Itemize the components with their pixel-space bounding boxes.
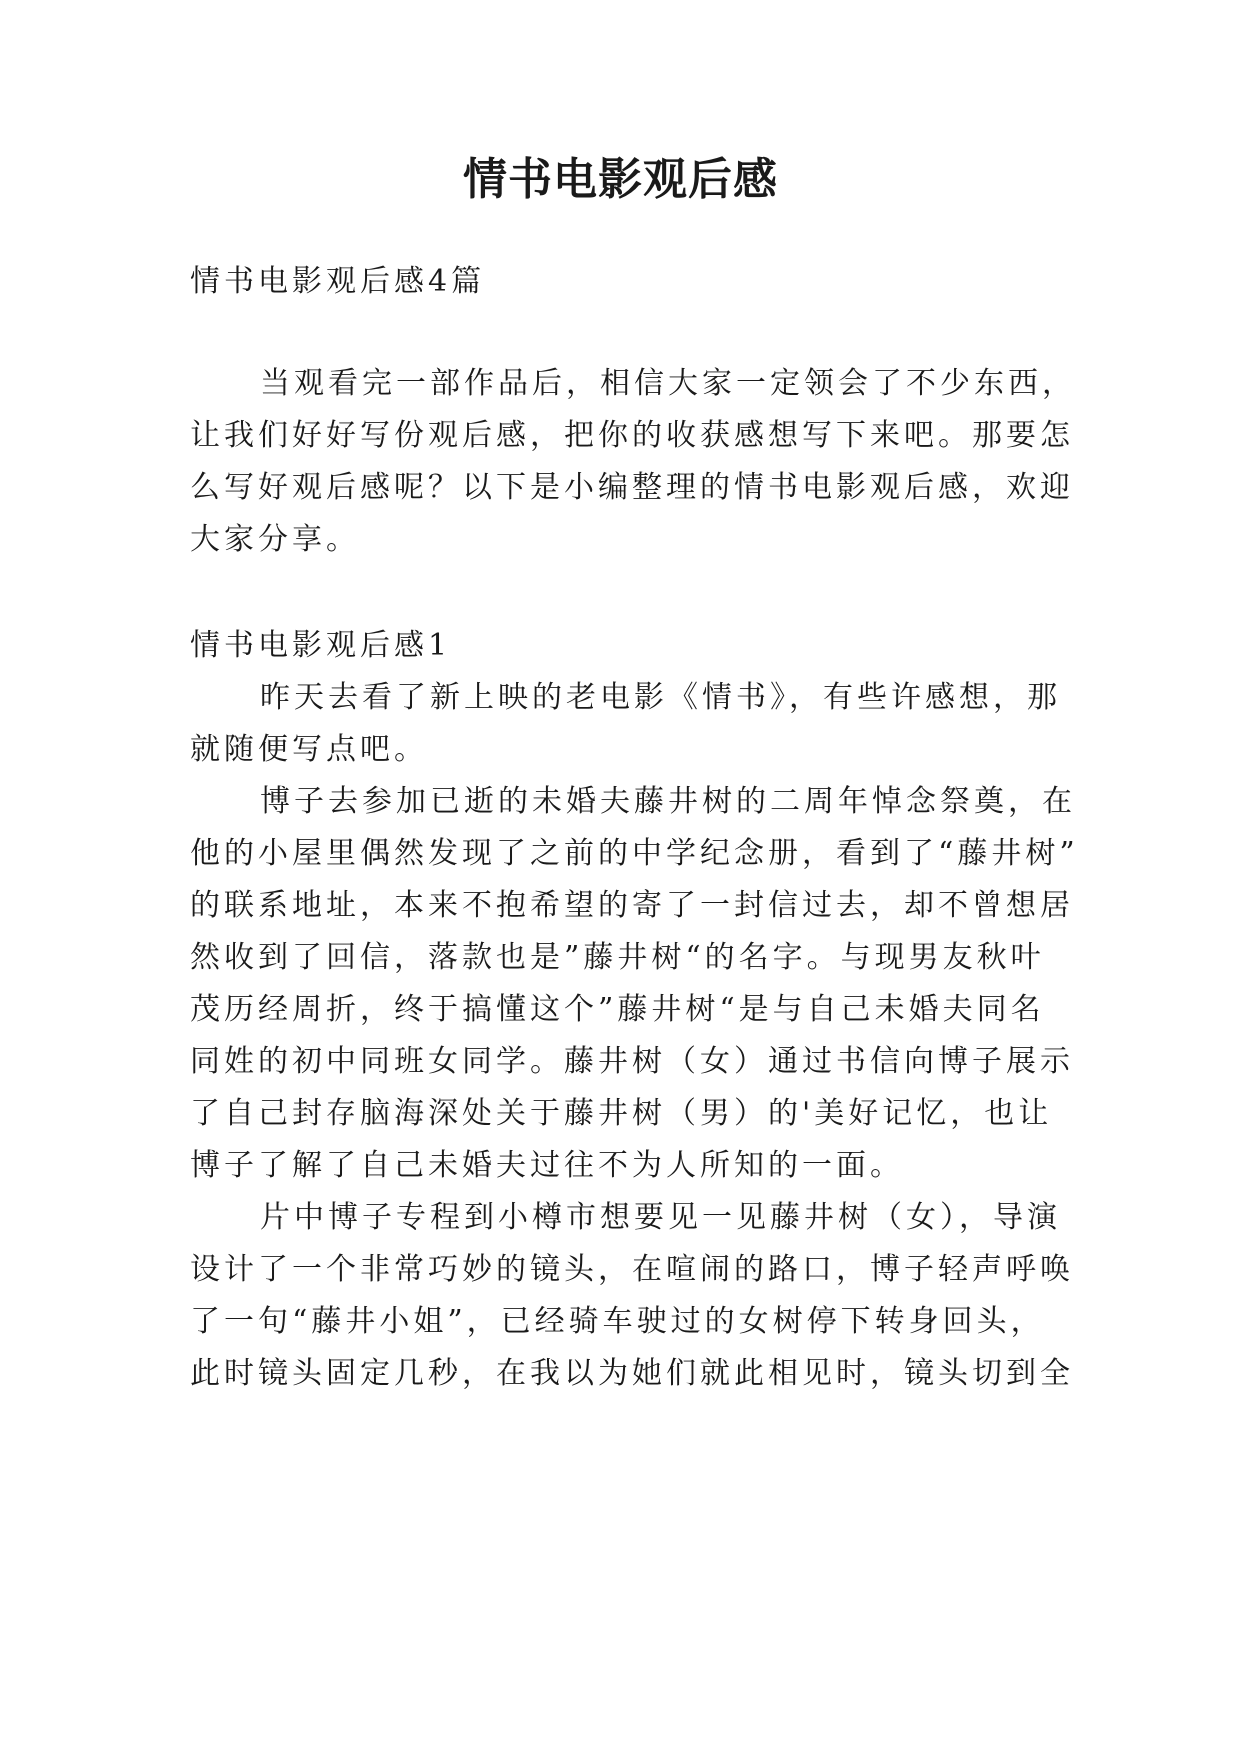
paragraph-line: 了自己封存脑海深处关于藤井树（男）的'美好记忆，也让 [190,1096,1053,1131]
section-heading: 情书电影观后感1 [190,628,452,663]
document-subtitle: 情书电影观后感4篇 [190,264,486,299]
paragraph-line: 就随便写点吧。 [190,732,428,767]
intro-line: 当观看完一部作品后，相信大家一定领会了不少东西， [260,366,1076,401]
paragraph-line: 的联系地址，本来不抱希望的寄了一封信过去，却不曾想居 [190,888,1074,923]
paragraph-line: 此时镜头固定几秒，在我以为她们就此相见时，镜头切到全 [190,1356,1074,1391]
paragraph-line: 然收到了回信，落款也是”藤井树“的名字。与现男友秋叶 [190,940,1045,975]
document-title: 情书电影观后感 [463,154,778,205]
paragraph-line: 昨天去看了新上映的老电影《情书》，有些许感想，那 [260,680,1061,715]
paragraph-line: 茂历经周折，终于搞懂这个”藤井树“是与自己未婚夫同名 [190,992,1045,1027]
intro-line: 让我们好好写份观后感，把你的收获感想写下来吧。那要怎 [190,418,1074,453]
paragraph-line: 片中博子专程到小樽市想要见一见藤井树（女），导演 [260,1200,1061,1235]
intro-line: 大家分享。 [190,522,360,557]
paragraph-line: 博子去参加已逝的未婚夫藤井树的二周年悼念祭奠，在 [260,784,1076,819]
intro-line: 么写好观后感呢？以下是小编整理的情书电影观后感，欢迎 [190,470,1074,505]
paragraph-line: 博子了解了自己未婚夫过往不为人所知的一面。 [190,1148,904,1183]
paragraph-line: 他的小屋里偶然发现了之前的中学纪念册，看到了“藤井树” [190,836,1079,871]
paragraph-line: 同姓的初中同班女同学。藤井树（女）通过书信向博子展示 [190,1044,1074,1079]
paragraph-line: 设计了一个非常巧妙的镜头，在喧闹的路口，博子轻声呼唤 [190,1252,1074,1287]
paragraph-line: 了一句“藤井小姐”，已经骑车驶过的女树停下转身回头， [190,1304,1045,1339]
